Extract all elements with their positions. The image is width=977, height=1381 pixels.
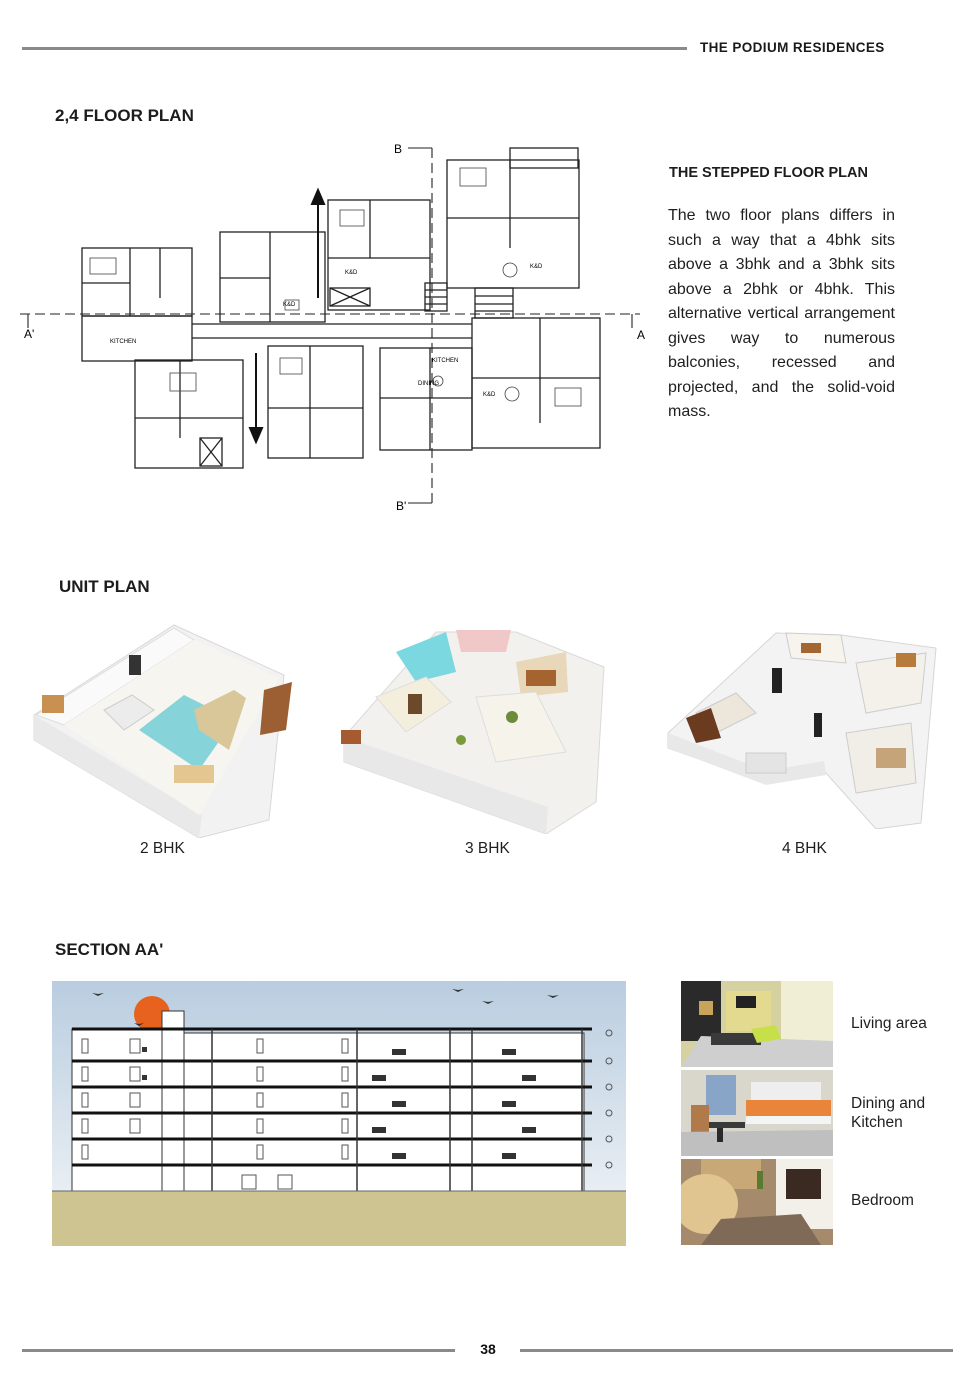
unit-2bhk-label: 2 BHK	[140, 840, 185, 857]
section-marker-a-prime: A'	[24, 327, 35, 341]
room-label-kd-4: K&D	[530, 264, 543, 270]
floor-plan-heading: 2,4 FLOOR PLAN	[55, 106, 194, 125]
unit-4bhk-render	[666, 623, 940, 829]
room-label-dining: DINING	[418, 381, 439, 387]
section-marker-a: A	[637, 328, 646, 342]
document-title: THE PODIUM RESIDENCES	[700, 40, 885, 55]
unit-3bhk-label: 3 BHK	[465, 840, 510, 857]
stepped-heading: THE STEPPED FLOOR PLAN	[669, 165, 868, 181]
header-rule	[22, 47, 687, 50]
room-label-kd-3: K&D	[483, 392, 496, 398]
footer-rule-right	[520, 1349, 953, 1352]
room-label-kitchen: KITCHEN	[110, 339, 137, 345]
section-marker-b: B	[394, 142, 403, 156]
floor-plan-drawing	[20, 138, 655, 518]
bedroom-photo	[681, 1159, 833, 1245]
unit-plan-heading: UNIT PLAN	[59, 577, 150, 596]
page-number: 38	[480, 1341, 496, 1357]
unit-2bhk-render	[24, 620, 296, 838]
stepped-description: The two floor plans differs in such a way that a 4bhk sits above a 3bhk and a 3bhk sits above a 2bhk or 4bhk. This alternative vertical arrangement gives way to numerous balconies, recessed and projected, and the solid-void mass.	[668, 207, 895, 420]
footer-rule-left	[22, 1349, 455, 1352]
living-area-photo	[681, 981, 833, 1067]
unit-4bhk-label: 4 BHK	[782, 840, 827, 857]
room-label-kd-1: K&D	[283, 302, 296, 308]
section-aa-drawing	[52, 981, 626, 1246]
room-label-kitchen-right: KITCHEN	[432, 358, 459, 364]
dining-kitchen-photo	[681, 1070, 833, 1156]
section-marker-b-prime: B'	[396, 499, 407, 513]
bedroom-label: Bedroom	[851, 1192, 914, 1209]
dining-kitchen-label: Dining and Kitchen	[851, 1095, 926, 1131]
unit-3bhk-render	[336, 622, 608, 834]
section-heading: SECTION AA'	[55, 940, 164, 959]
room-label-kd-2: K&D	[345, 270, 358, 276]
living-area-label: Living area	[851, 1015, 927, 1032]
